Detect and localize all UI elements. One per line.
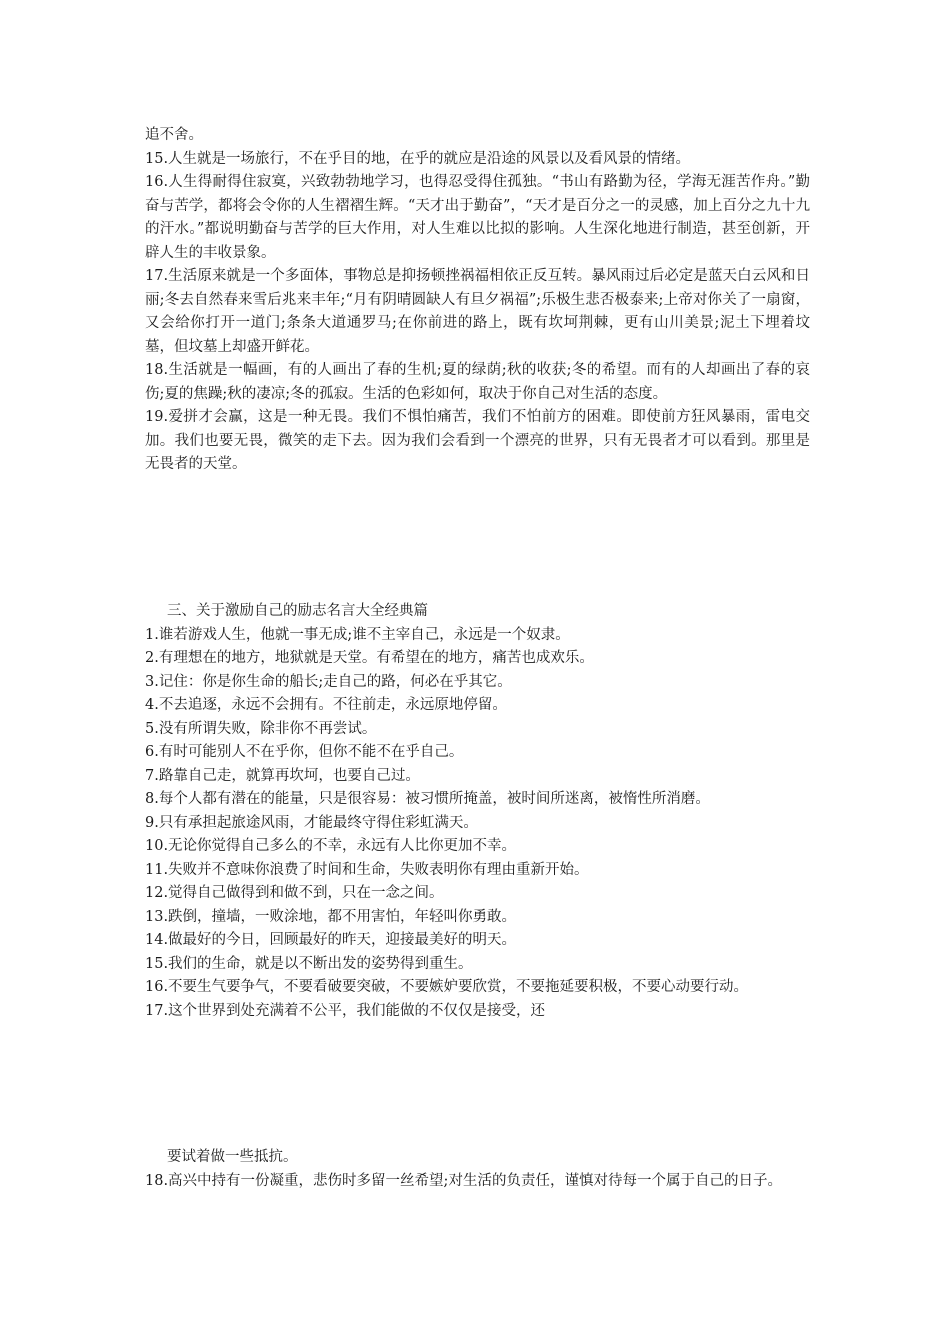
quote-12: 12.觉得自己做得到和做不到，只在一念之间。 [145,885,444,901]
quote-16: 16.人生得耐得住寂寞，兴致勃勃地学习，也得忍受得住孤独。“书山有路勤为径，学海无涯苦作舟。”勤奋与苦学，都将会令你的人生褶褶生辉。“天才出于勤奋”，“天才是百分之一的灵感，加上百分之九十九的汗水。”都说明勤奋与苦学的巨大作用，对人生难以比拟的影响。人生深化地进行制造，甚至创新，开辟人生的丰收景象。 [145,174,810,261]
quote-14: 14.做最好的今日，回顾最好的昨天，迎接最美好的明天。 [145,932,517,948]
paragraph-continuation: 要试着做一些抵抗。 [167,1149,298,1165]
quote-section-continued [145,124,810,477]
quote-18: 18.生活就是一幅画，有的人画出了春的生机;夏的绿荫;秋的收获;冬的希望。而有的人却画出了春的哀伤;夏的焦躁;秋的凄凉;冬的孤寂。生活的色彩如何，取决于你自己对生活的态度。 [145,362,810,402]
quote-2: 2.有理想在的地方，地狱就是天堂。有希望在的地方，痛苦也成欢乐。 [145,650,594,666]
quote-5: 5.没有所谓失败，除非你不再尝试。 [145,720,377,737]
quote-19: 19.爱拼才会赢，这是一种无畏。我们不惧怕痛苦，我们不怕前方的困难。即使前方狂风暴雨，雷电交加。我们也要无畏，微笑的走下去。因为我们会看到一个漂亮的世界，只有无畏者才可以看到。那里是无畏者的天堂。 [145,409,810,472]
quote-18: 18.高兴中持有一份凝重，悲伤时多留一丝希望;对生活的负责任，谨慎对待每一个属于自己的日子。 [145,1172,782,1189]
quote-9: 9.只有承担起旅途风雨，才能最终守得住彩虹满天。 [145,814,478,831]
quote-15: 15.我们的生命，就是以不断出发的姿势得到重生。 [145,955,473,972]
quote-16: 16.不要生气要争气，不要看破要突破，不要嫉妒要欣赏，不要拖延要积极，不要心动要行动。 [145,979,749,995]
quote-13: 13.跌倒，撞墙，一败涂地，都不用害怕，年轻叫你勇敢。 [145,908,517,925]
quote-15: 15.人生就是一场旅行，不在乎目的地，在乎的就应是沿途的风景以及看风景的情绪。 [145,150,691,167]
section-heading: 三、关于激励自己的励志名言大全经典篇 [167,603,428,619]
quote-section-classic [145,600,810,1023]
quote-8: 8.每个人都有潜在的能量，只是很容易：被习惯所掩盖，被时间所迷离，被惰性所消磨。 [145,791,710,807]
quote-1: 1.谁若游戏人生，他就一事无成;谁不主宰自己，永远是一个奴隶。 [145,626,570,643]
paragraph-continuation: 追不舍。 [145,127,203,143]
quote-section-next-page [145,1146,810,1193]
quote-6: 6.有时可能别人不在乎你，但你不能不在乎自己。 [145,744,464,760]
quote-17: 17.生活原来就是一个多面体，事物总是抑扬顿挫祸福相依正反互转。暴风雨过后必定是蓝天白云风和日丽;冬去自然春来雪后兆来丰年;“月有阴晴圆缺人有旦夕祸福”;乐极生悲否极泰来;上帝对你关了一扇窗，又会给你打开一道门;条条大道通罗马;在你前进的路上，既有坎坷荆棘，更有山川美景;泥土下埋着坟墓，但坟墓上却盛开鲜花。 [145,268,810,355]
quote-10: 10.无论你觉得自己多么的不幸，永远有人比你更加不幸。 [145,838,517,854]
quote-11: 11.失败并不意味你浪费了时间和生命，失败表明你有理由重新开始。 [145,861,589,878]
quote-3: 3.记住：你是你生命的船长;走自己的路，何必在乎其它。 [145,673,512,690]
quote-17: 17.这个世界到处充满着不公平，我们能做的不仅仅是接受，还 [145,1002,546,1019]
quote-4: 4.不去追逐，永远不会拥有。不往前走，永远原地停留。 [145,697,507,713]
quote-7: 7.路靠自己走，就算再坎坷，也要自己过。 [145,767,420,784]
